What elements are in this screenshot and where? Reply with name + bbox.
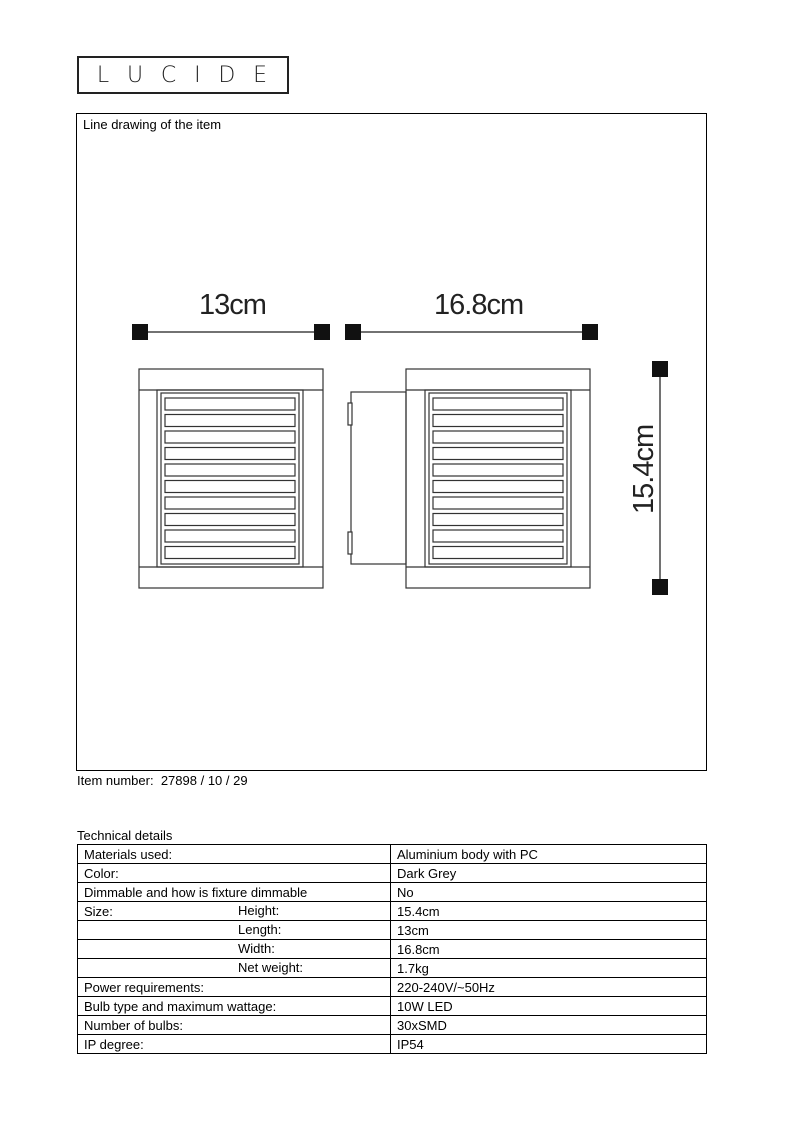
spec-label-cell [78,883,391,902]
drawing-title: Line drawing of the item [83,117,222,132]
item-number [77,773,248,788]
spec-sublabel: Net weight: [238,960,304,975]
spec-value: 30xSMD [391,1016,707,1035]
louver-slat [165,415,295,427]
spec-label: Dimmable and how is fixture dimmable [84,884,308,900]
louver-slat [433,415,563,427]
louver-slat [433,464,563,476]
spec-value: IP54 [391,1035,707,1054]
spec-label-cell [78,1035,391,1054]
spec-label: Materials used: [84,846,173,862]
spec-value: Dark Grey [391,864,707,883]
width-dimension-label: 16.8cm [434,289,524,321]
spec-row [78,978,707,997]
spec-label: Number of bulbs: [84,1017,183,1033]
louver-slat [165,497,295,509]
louver-slat [433,431,563,443]
technical-details-title: Technical details [77,828,173,843]
louver-slat [433,448,563,460]
spec-row [78,845,707,864]
spec-value: 16.8cm [391,940,707,959]
side-view [348,369,590,588]
spec-label-cell [78,902,391,921]
louver-slat [433,481,563,493]
spec-label-cell [78,921,391,940]
louver-slat [165,464,295,476]
length-dimension-label: 13cm [199,289,266,321]
line-drawing [77,114,706,770]
louver-slat [165,514,295,526]
spec-label: IP degree: [84,1036,144,1052]
spec-label-cell [78,959,391,978]
louver-slat [433,514,563,526]
spec-label-cell [78,1016,391,1035]
length-dimension [132,289,330,340]
spec-row [78,883,707,902]
louver-slat [433,547,563,559]
spec-value: 10W LED [391,997,707,1016]
height-dimension [628,361,668,595]
spec-sublabel: Length: [238,922,282,937]
louver-slat [165,530,295,542]
width-dimension [345,289,598,340]
item-number-value: 27898 / 10 / 29 [160,773,248,788]
front-view [139,369,323,588]
technical-details-table [77,844,707,1054]
louver-slat [433,398,563,410]
spec-row [78,1035,707,1054]
item-number-label: Item number: [77,773,154,788]
spec-sublabel: Height: [238,903,280,918]
line-drawing-frame [76,113,707,771]
spec-row [78,997,707,1016]
spec-row [78,921,707,940]
louver-slat [165,431,295,443]
spec-sublabel: Width: [238,941,275,956]
spec-label: Bulb type and maximum wattage: [84,998,277,1014]
spec-label-cell [78,978,391,997]
spec-value: 1.7kg [391,959,707,978]
spec-row [78,940,707,959]
spec-value: No [391,883,707,902]
lucide-logo [77,56,289,94]
spec-value: 13cm [391,921,707,940]
louver-slat [165,398,295,410]
spec-label-cell [78,864,391,883]
louver-slat [433,497,563,509]
logo-wordmark: L U C I D E [96,62,270,88]
spec-label: Size: [84,903,113,919]
spec-label: Power requirements: [84,979,204,995]
louver-slat [165,481,295,493]
spec-value: Aluminium body with PC [391,845,707,864]
spec-label-cell [78,845,391,864]
height-dimension-label: 15.4cm [628,424,660,514]
spec-label: Color: [84,865,119,881]
louver-slat [433,530,563,542]
spec-row [78,902,707,921]
spec-label-cell [78,940,391,959]
spec-row [78,1016,707,1035]
spec-row [78,959,707,978]
spec-value: 220-240V/~50Hz [391,978,707,997]
spec-row [78,864,707,883]
spec-value: 15.4cm [391,902,707,921]
louver-slat [165,448,295,460]
spec-label-cell [78,997,391,1016]
louver-slat [165,547,295,559]
